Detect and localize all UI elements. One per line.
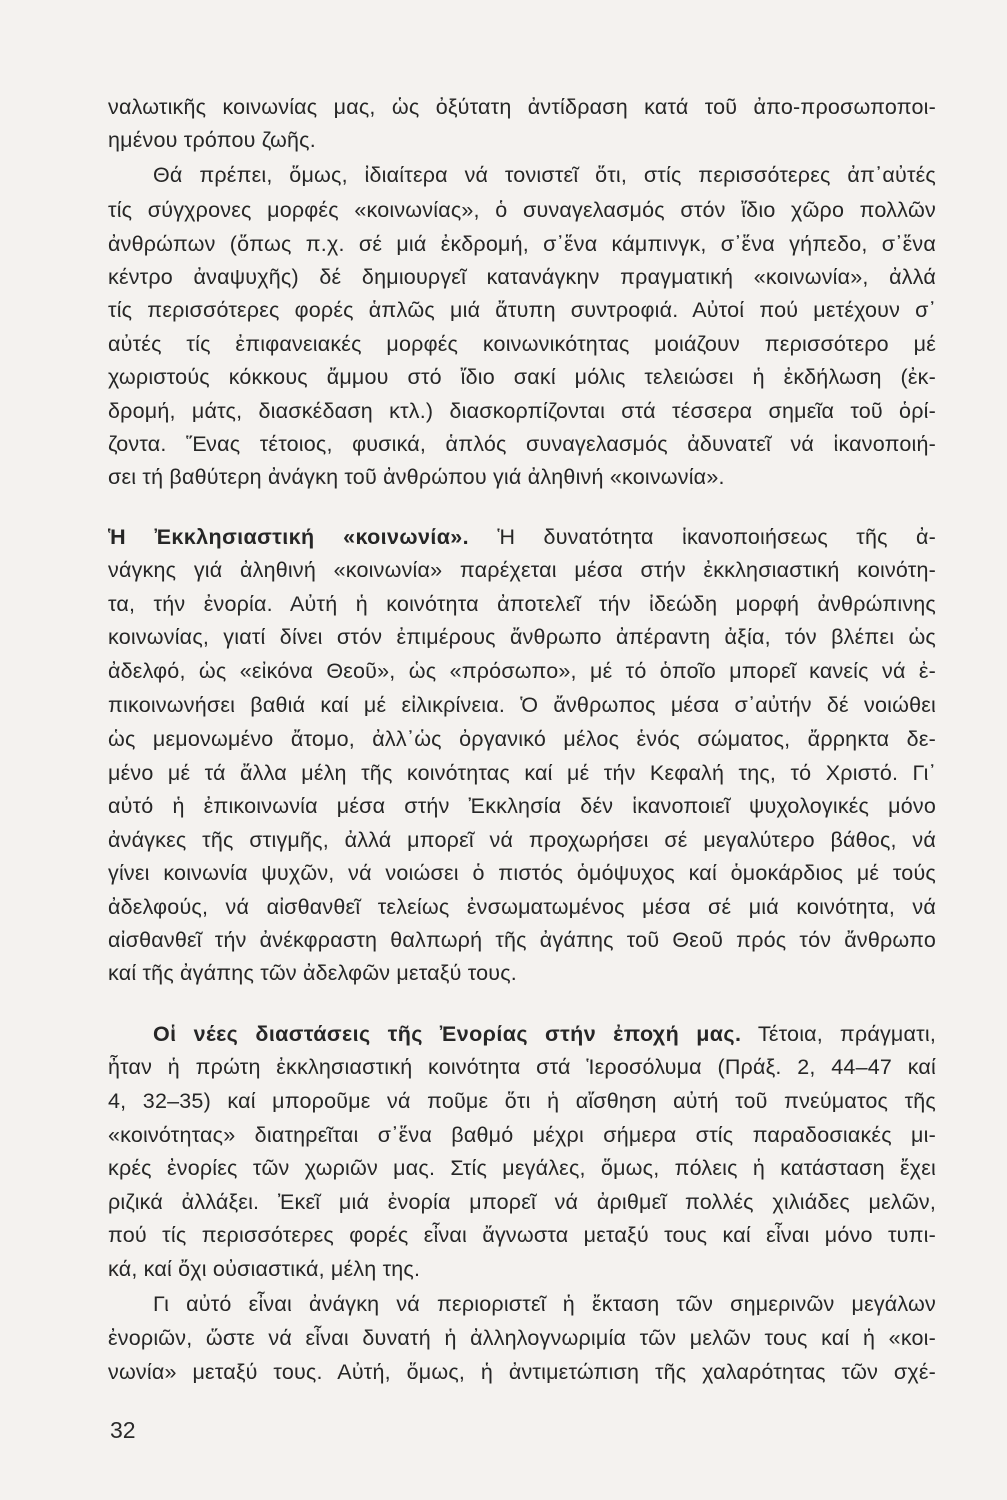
section-heading-ecclesiastical-koinonia: Ἡ Ἐκκλησιαστική «κοινωνία». <box>108 525 470 549</box>
text-line: πικοινωνήσει βαθιά καί μέ εἰλικρίνεια. Ὁ ἄνθρωπος μέσα σ᾽αὐτήν δέ νοιώθει <box>108 693 936 717</box>
text-line: χωριστούς κόκκους ἄμμου στό ἴδιο σακί μόλις τελειώσει ἡ ἐκδήλωση (ἐκ- <box>108 365 936 389</box>
text-line: καί τῆς ἀγάπης τῶν ἀδελφῶν μεταξύ τους. <box>108 961 517 985</box>
text-line: πού τίς περισσότερες φορές εἶναι ἄγνωστα μεταξύ τους καί εἶναι μόνο τυπι- <box>108 1223 936 1247</box>
text-line: αἰσθανθεῖ τήν ἀνέκφραστη θαλπωρή τῆς ἀγάπης τοῦ Θεοῦ πρός τόν ἄνθρωπο <box>108 928 936 952</box>
text-line: Γι αὐτό εἶναι ἀνάγκη νά περιοριστεῖ ἡ ἔκταση τῶν σημερινῶν μεγάλων <box>153 1292 936 1316</box>
text-run: Τέτοια, πράγματι, <box>741 1022 936 1046</box>
text-line: κά, καί ὄχι οὐσιαστικά, μέλη της. <box>108 1257 421 1281</box>
text-line: ἀνθρώπων (ὅπως π.χ. σέ μιά ἐκδρομή, σ᾽ἕνα κάμπινγκ, σ᾽ἕνα γήπεδο, σ᾽ἕνα <box>108 232 936 256</box>
text-line: ἀδελφό, ὡς «εἰκόνα Θεοῦ», ὡς «πρόσωπο», μέ τό ὁποῖο μπορεῖ κανείς νά ἐ- <box>108 659 936 683</box>
text-line: κέντρο ἀναψυχῆς) δέ δημιουργεῖ κατανάγκην πραγματική «κοινωνία», ἀλλά <box>108 265 936 289</box>
text-line: ἐνοριῶν, ὥστε νά εἶναι δυνατή ἡ ἀλληλογνωριμία τῶν μελῶν τους καί ἡ «κοι- <box>108 1326 936 1350</box>
text-line: ημένου τρόπου ζωῆς. <box>108 128 316 152</box>
text-line: ναλωτικῆς κοινωνίας μας, ὡς ὀξύτατη ἀντίδραση κατά τοῦ ἀπο-προσωποποι- <box>108 95 936 119</box>
text-line: κοινωνίας, γιατί δίνει στόν ἐπιμέρους ἄνθρωπο ἀπέραντη ἀξία, τόν βλέπει ὡς <box>108 625 936 649</box>
text-line: ἦταν ἡ πρώτη ἐκκλησιαστική κοινότητα στά Ἱεροσόλυμα (Πράξ. 2, 44–47 καί <box>108 1055 936 1079</box>
text-line: μένο μέ τά ἄλλα μέλη τῆς κοινότητας καί μέ τήν Κεφαλή της, τό Χριστό. Γι᾽ <box>108 761 936 785</box>
text-line: αὐτές τίς ἐπιφανειακές μορφές κοινωνικότητας μοιάζουν περισσότερο μέ <box>108 332 936 356</box>
text-line: ζοντα. Ἕνας τέτοιος, φυσικά, ἁπλός συναγελασμός ἀδυνατεῖ νά ἱκανοποιή- <box>108 432 936 456</box>
text-run: Ἡ δυνατότητα ἱκανοποιήσεως τῆς ἀ- <box>469 525 936 549</box>
text-line: 4, 32–35) καί μποροῦμε νά ποῦμε ὅτι ἡ αἴσθηση αὐτή τοῦ πνεύματος τῆς <box>108 1089 936 1113</box>
text-line <box>108 522 936 552</box>
text-line: ἀδελφούς, νά αἰσθανθεῖ τελείως ἐνσωματωμένος μέσα σέ μιά κοινότητα, νά <box>108 895 936 919</box>
text-line: γίνει κοινωνία ψυχῶν, νά νοιώσει ὁ πιστός ὁμόψυχος καί ὁμοκάρδιος μέ τούς <box>108 861 936 885</box>
text-line: δρομή, μάτς, διασκέδαση κτλ.) διασκορπίζονται στά τέσσερα σημεῖα τοῦ ὁρί- <box>108 399 936 423</box>
text-line: κρές ἐνορίες τῶν χωριῶν μας. Στίς μεγάλες, ὅμως, πόλεις ἡ κατάσταση ἔχει <box>108 1156 936 1180</box>
text-line: τίς σύγχρονες μορφές «κοινωνίας», ὁ συναγελασμός στόν ἴδιο χῶρο πολλῶν <box>108 198 936 222</box>
text-line: ὡς μεμονωμένο ἄτομο, ἀλλ᾽ὡς ὀργανικό μέλος ἑνός σώματος, ἄρρηκτα δε- <box>108 727 936 751</box>
text-line: τα, τήν ἐνορία. Αὐτή ἡ κοινότητα ἀποτελεῖ τήν ἰδεώδη μορφή ἀνθρώπινης <box>108 592 936 616</box>
text-line: νάγκης γιά ἀληθινή «κοινωνία» παρέχεται μέσα στήν ἐκκλησιαστική κοινότη- <box>108 558 936 582</box>
text-line: αὐτό ἡ ἐπικοινωνία μέσα στήν Ἐκκλησία δέν ἱκανοποιεῖ ψυχολογικές μόνο <box>108 794 936 818</box>
text-line: νωνία» μεταξύ τους. Αὐτή, ὅμως, ἡ ἀντιμετώπιση τῆς χαλαρότητας τῶν σχέ- <box>108 1360 936 1384</box>
text-line: «κοινότητας» διατηρεῖται σ᾽ἕνα βαθμό μέχρι σήμερα στίς παραδοσιακές μι- <box>108 1123 936 1147</box>
text-line: ἀνάγκες τῆς στιγμῆς, ἀλλά μπορεῖ νά προχωρήσει σέ μεγαλύτερο βάθος, νά <box>108 828 936 852</box>
text-line: τίς περισσότερες φορές ἁπλῶς μιά ἄτυπη συντροφιά. Αὐτοί πού μετέχουν σ᾽ <box>108 298 936 322</box>
text-line: Θά πρέπει, ὅμως, ἰδιαίτερα νά τονιστεῖ ὅτι, στίς περισσότερες ἀπ᾽αὐτές <box>153 163 936 187</box>
text-line: σει τή βαθύτερη ἀνάγκη τοῦ ἀνθρώπου γιά ἀληθινή «κοινωνία». <box>108 465 725 489</box>
text-line <box>108 1019 936 1049</box>
page-number: 32 <box>110 1417 136 1443</box>
section-heading-new-dimensions-parish: Οἱ νέες διαστάσεις τῆς Ἐνορίας στήν ἐποχή μας. <box>153 1022 742 1046</box>
text-line: ριζικά ἀλλάξει. Ἐκεῖ μιά ἐνορία μπορεῖ νά ἀριθμεῖ πολλές χιλιάδες μελῶν, <box>108 1190 936 1214</box>
